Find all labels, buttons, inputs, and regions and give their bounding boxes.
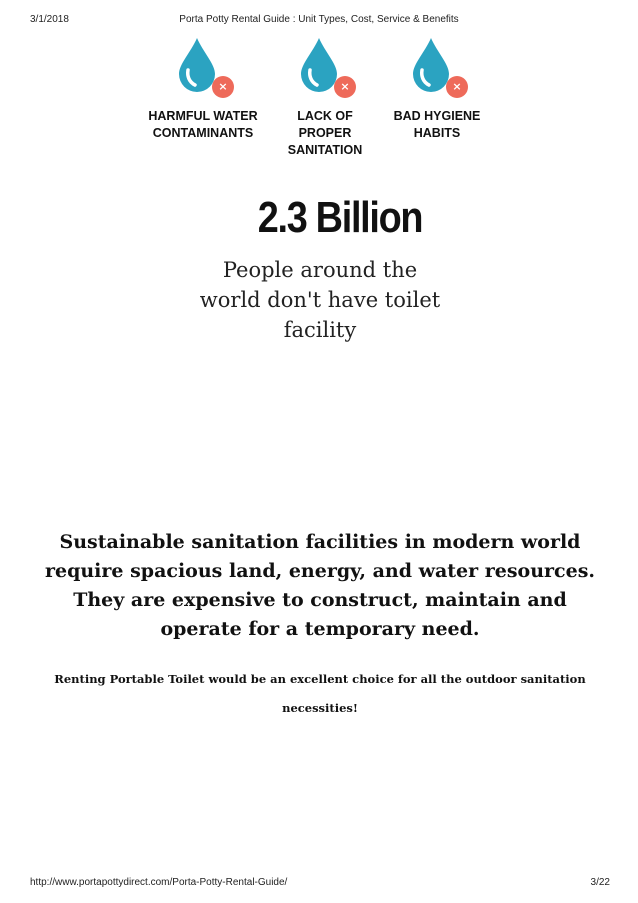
source-url[interactable]: http://www.portapottydirect.com/Porta-Potty-Rental-Guide/ bbox=[30, 877, 288, 888]
print-title: Porta Potty Rental Guide : Unit Types, Cost, Service & Benefits bbox=[179, 14, 459, 25]
water-drop-icon bbox=[411, 36, 451, 92]
page-number: 3/22 bbox=[590, 877, 610, 888]
stat-value: 2.3 Billion bbox=[257, 193, 423, 242]
print-date: 3/1/2018 bbox=[30, 14, 69, 25]
stat-description: People around the world don't have toilet facility bbox=[199, 258, 441, 342]
problem-icons bbox=[148, 36, 488, 157]
sustainability-paragraph: Sustainable sanitation facilities in modern world require spacious land, energy, and water resources. They are expensive to construct, maintain and operate for a temporary need. bbox=[44, 531, 596, 640]
close-icon: × bbox=[212, 76, 234, 98]
problem-label: BAD HYGIENE HABITS bbox=[393, 109, 481, 140]
rental-note: Renting Portable Toilet would be an excellent choice for all the outdoor sanitation necessities! bbox=[54, 672, 586, 715]
close-icon: × bbox=[446, 76, 468, 98]
problem-label: LACK OF PROPER SANITATION bbox=[287, 109, 363, 157]
problem-label: HARMFUL WATER CONTAMINANTS bbox=[148, 109, 258, 140]
water-drop-icon bbox=[177, 36, 217, 92]
water-drop-icon bbox=[299, 36, 339, 92]
close-icon: × bbox=[334, 76, 356, 98]
